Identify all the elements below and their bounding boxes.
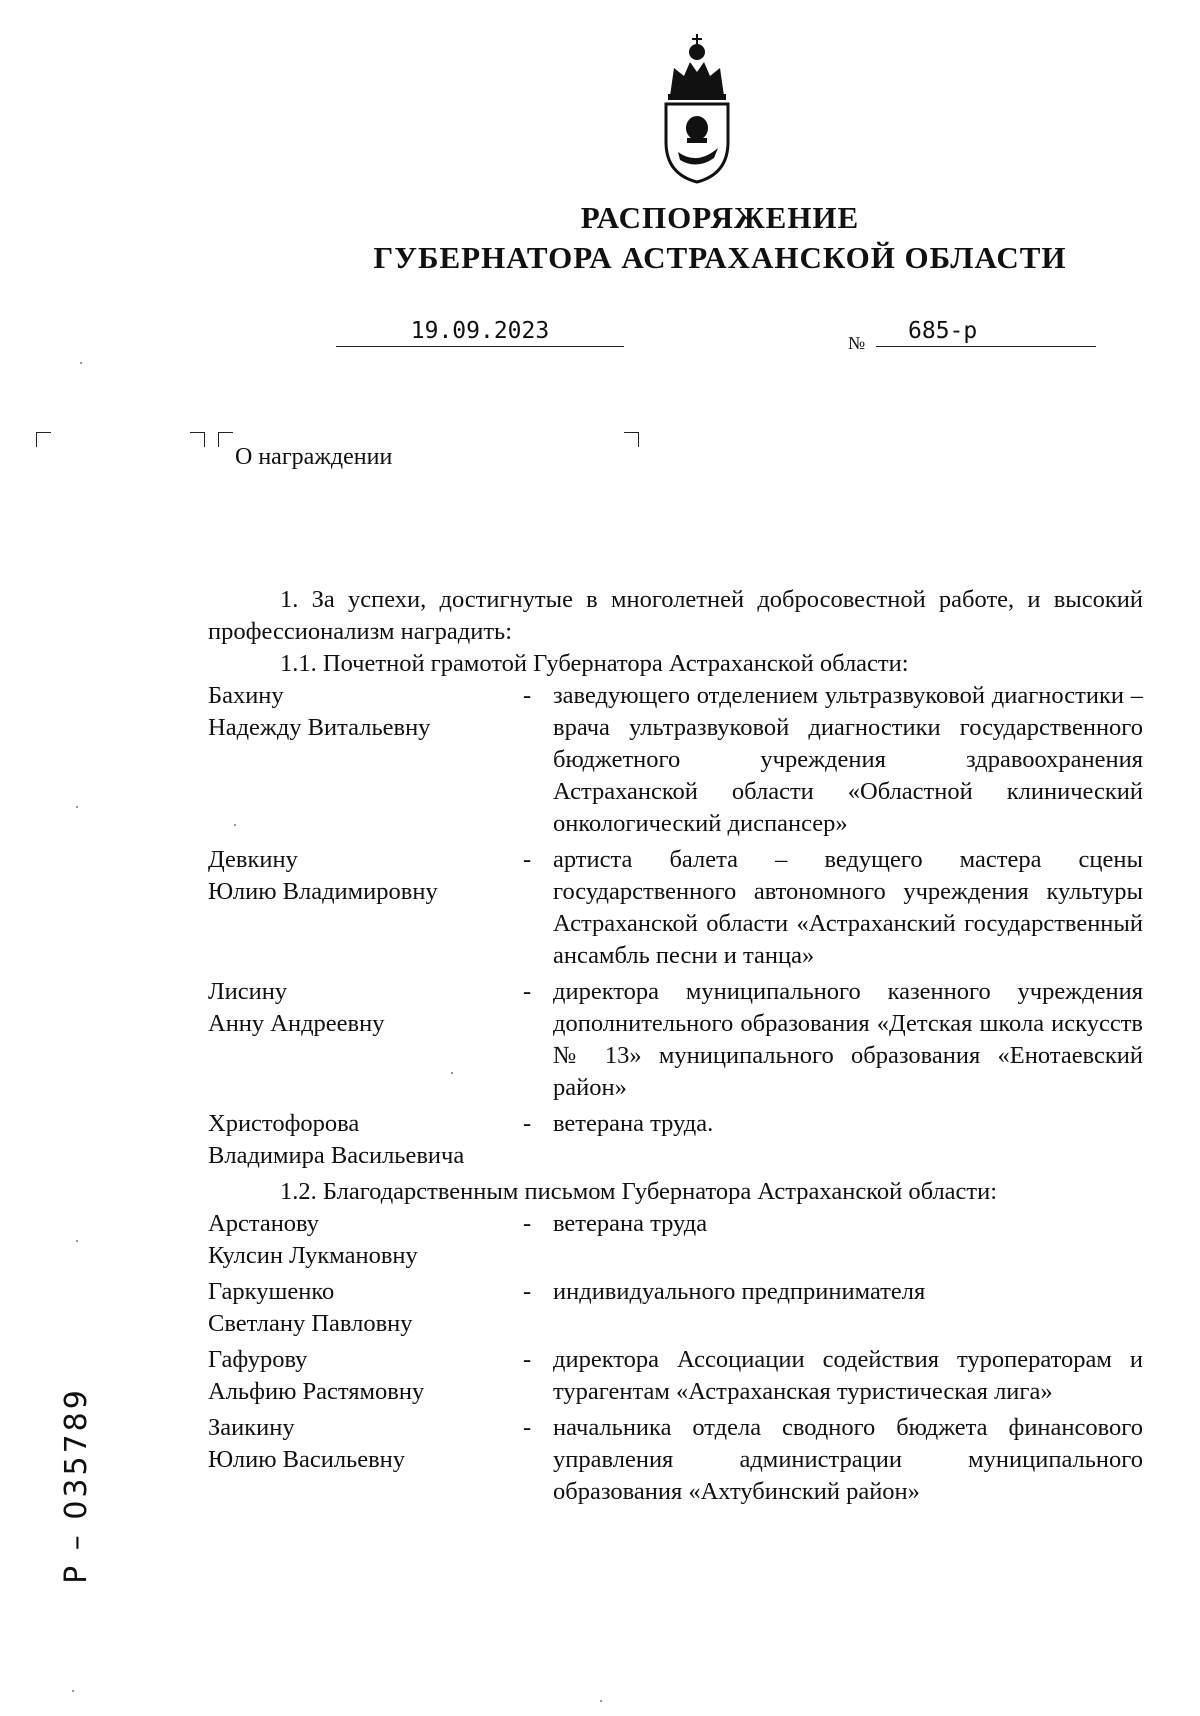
scan-speck	[600, 1700, 602, 1702]
paragraph-1: 1. За успехи, достигнутые в многолетней добросовестной работе, и высокий профессионализм наградить:	[208, 586, 1143, 645]
document-title-line2: ГУБЕРНАТОРА АСТРАХАНСКОЙ ОБЛАСТИ	[373, 240, 1067, 275]
corner-mark	[190, 432, 205, 447]
scan-speck	[80, 362, 82, 364]
document-subject: О награждении	[235, 444, 393, 470]
document-body	[208, 584, 1143, 1512]
dash-separator: -	[523, 1110, 532, 1137]
corner-mark	[36, 432, 51, 447]
recipient-row	[208, 1344, 1143, 1408]
scan-speck	[451, 1072, 453, 1074]
scan-speck	[72, 1690, 74, 1692]
recipient-row	[208, 844, 1143, 972]
coat-of-arms-emblem	[660, 34, 734, 184]
dash-separator: -	[523, 682, 532, 709]
number-label: №	[848, 333, 866, 353]
serial-number: Р – 035789	[58, 1386, 94, 1584]
dash-separator: -	[523, 1414, 532, 1441]
document-date: 19.09.2023	[336, 318, 624, 347]
recipient-description: директора Ассоциации содействия туроператорам и турагентам «Астраханская туристическая лига»	[553, 1346, 1143, 1405]
document-number: 685-р	[876, 318, 1096, 347]
serial-number-stamp	[16, 1386, 136, 1584]
recipient-row	[208, 1412, 1143, 1508]
recipient-row	[208, 1208, 1143, 1272]
recipient-name: Девкину Юлию Владимировну	[208, 846, 438, 905]
recipient-name: Христофорова Владимира Васильевича	[208, 1110, 465, 1169]
recipient-name: Арстанову Кулсин Лукмановну	[208, 1210, 418, 1269]
recipient-description: ветерана труда.	[553, 1110, 714, 1137]
recipient-row	[208, 1108, 1143, 1172]
scan-speck	[76, 1240, 78, 1242]
dash-separator: -	[523, 846, 532, 873]
dash-separator: -	[523, 1278, 532, 1305]
recipient-name: Лисину Анну Андреевну	[208, 978, 385, 1037]
recipient-description: артиста балета – ведущего мастера сцены государственного автономного учреждения культуры Астраханской области «Астраханский государственный ансамбль песни и танца»	[553, 846, 1143, 969]
dash-separator: -	[523, 1346, 532, 1373]
section-2-heading: 1.2. Благодарственным письмом Губернатора Астраханской области:	[280, 1178, 998, 1205]
recipient-name: Бахину Надежду Витальевну	[208, 682, 431, 741]
recipient-description: индивидуального предпринимателя	[553, 1278, 926, 1305]
recipient-description: заведующего отделением ультразвуковой диагностики – врача ультразвуковой диагностики государственного бюджетного учреждения здравоохранения Астраханской области «Областной клинический онкологический диспансер»	[553, 682, 1143, 837]
recipient-name: Гаркушенко Светлану Павловну	[208, 1278, 413, 1337]
recipient-description: начальника отдела сводного бюджета финансового управления администрации муниципального образования «Ахтубинский район»	[553, 1414, 1143, 1505]
corner-mark	[624, 432, 639, 447]
recipient-row	[208, 1276, 1143, 1340]
section-1-heading: 1.1. Почетной грамотой Губернатора Астраханской области:	[280, 650, 909, 677]
recipient-description: директора муниципального казенного учреждения дополнительного образования «Детская школа искусств № 13» муниципального образования «Енотаевский район»	[553, 978, 1143, 1101]
recipient-row	[208, 680, 1143, 840]
scan-speck	[76, 806, 78, 808]
scan-speck	[234, 824, 236, 826]
recipient-name: Заикину Юлию Васильевну	[208, 1414, 406, 1473]
recipient-name: Гафурову Альфию Растямовну	[208, 1346, 425, 1405]
document-title-line1: РАСПОРЯЖЕНИЕ	[580, 200, 860, 235]
dash-separator: -	[523, 978, 532, 1005]
recipient-row	[208, 976, 1143, 1104]
crown-shield-icon	[660, 34, 734, 184]
recipient-description: ветерана труда	[553, 1210, 708, 1237]
dash-separator: -	[523, 1210, 532, 1237]
corner-mark	[218, 432, 233, 447]
